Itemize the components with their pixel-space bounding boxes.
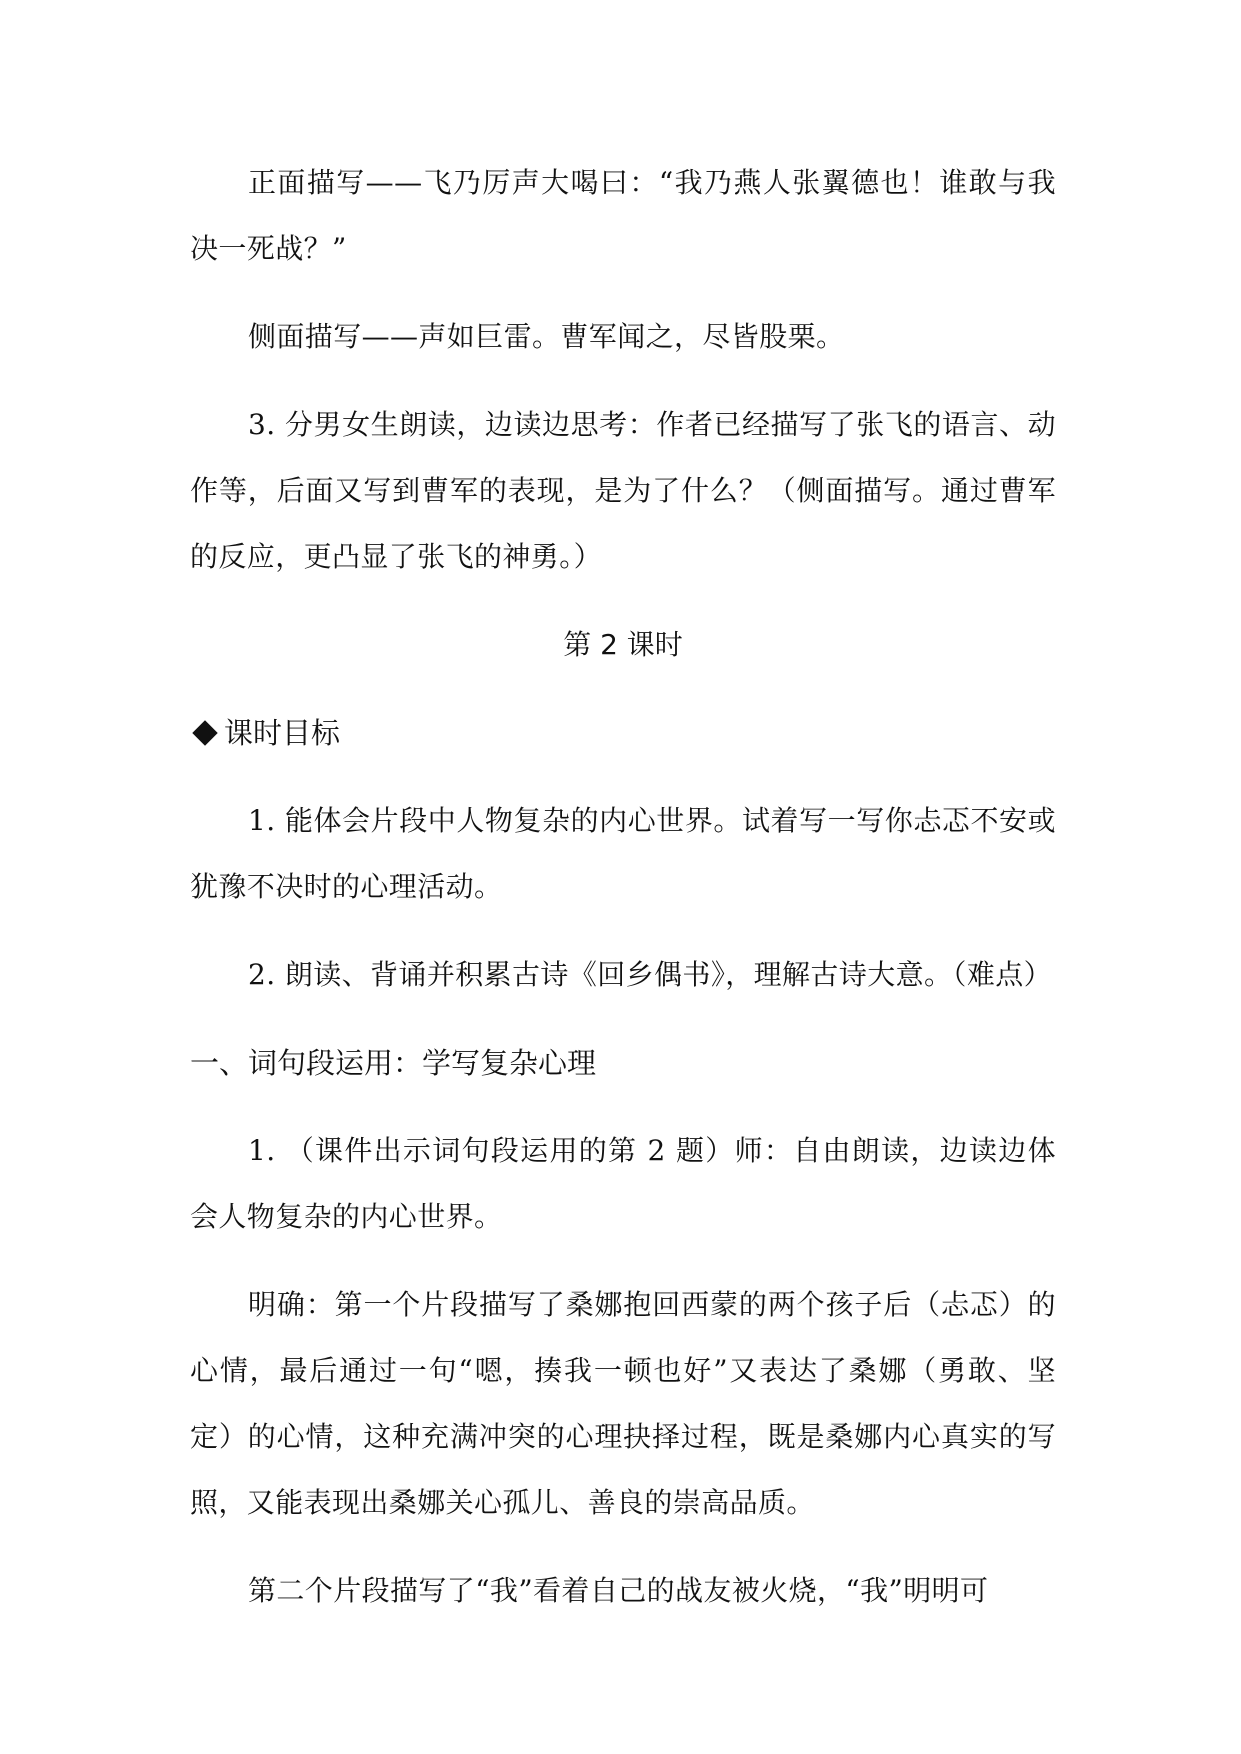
objective-item-2: 2. 朗读、背诵并积累古诗《回乡偶书》，理解古诗大意。（难点）: [248, 958, 1053, 991]
lesson-title: 第 2 课时: [563, 628, 683, 661]
section-one-paragraph-3: 第二个片段描写了“我”看着自己的战友被火烧，“我”明明可: [248, 1574, 989, 1607]
section-one-paragraph-1: 1. （课件出示词句段运用的第 2 题）师：自由朗读，边读边体会人物复杂的内心世界。: [190, 1134, 1056, 1233]
paragraph-direct-description: 正面描写——飞乃厉声大喝曰：“我乃燕人张翼德也！谁敢与我决一死战？”: [190, 166, 1056, 265]
section-one-heading: 一、词句段运用：学写复杂心理: [190, 1046, 597, 1080]
paragraph-reading-question: 3. 分男女生朗读，边读边思考：作者已经描写了张飞的语言、动作等，后面又写到曹军的表现，是为了什么？（侧面描写。通过曹军的反应，更凸显了张飞的神勇。）: [190, 408, 1056, 573]
paragraph-indirect-description: 侧面描写——声如巨雷。曹军闻之，尽皆股栗。: [248, 320, 845, 353]
diamond-bullet-icon: [192, 720, 217, 745]
section-one-paragraph-2: 明确：第一个片段描写了桑娜抱回西蒙的两个孩子后（忐忑）的心情，最后通过一句“嗯，揍我一顿也好”又表达了桑娜（勇敢、坚定）的心情，这种充满冲突的心理抉择过程，既是桑娜内心真实的写照，又能表现出桑娜关心孤儿、善良的崇高品质。: [190, 1288, 1056, 1519]
objectives-heading: [190, 700, 1056, 766]
document-page: [190, 150, 1056, 1646]
objectives-heading-label: 课时目标: [224, 716, 341, 750]
objective-item-1: 1. 能体会片段中人物复杂的内心世界。试着写一写你忐忑不安或犹豫不决时的心理活动。: [190, 804, 1056, 903]
